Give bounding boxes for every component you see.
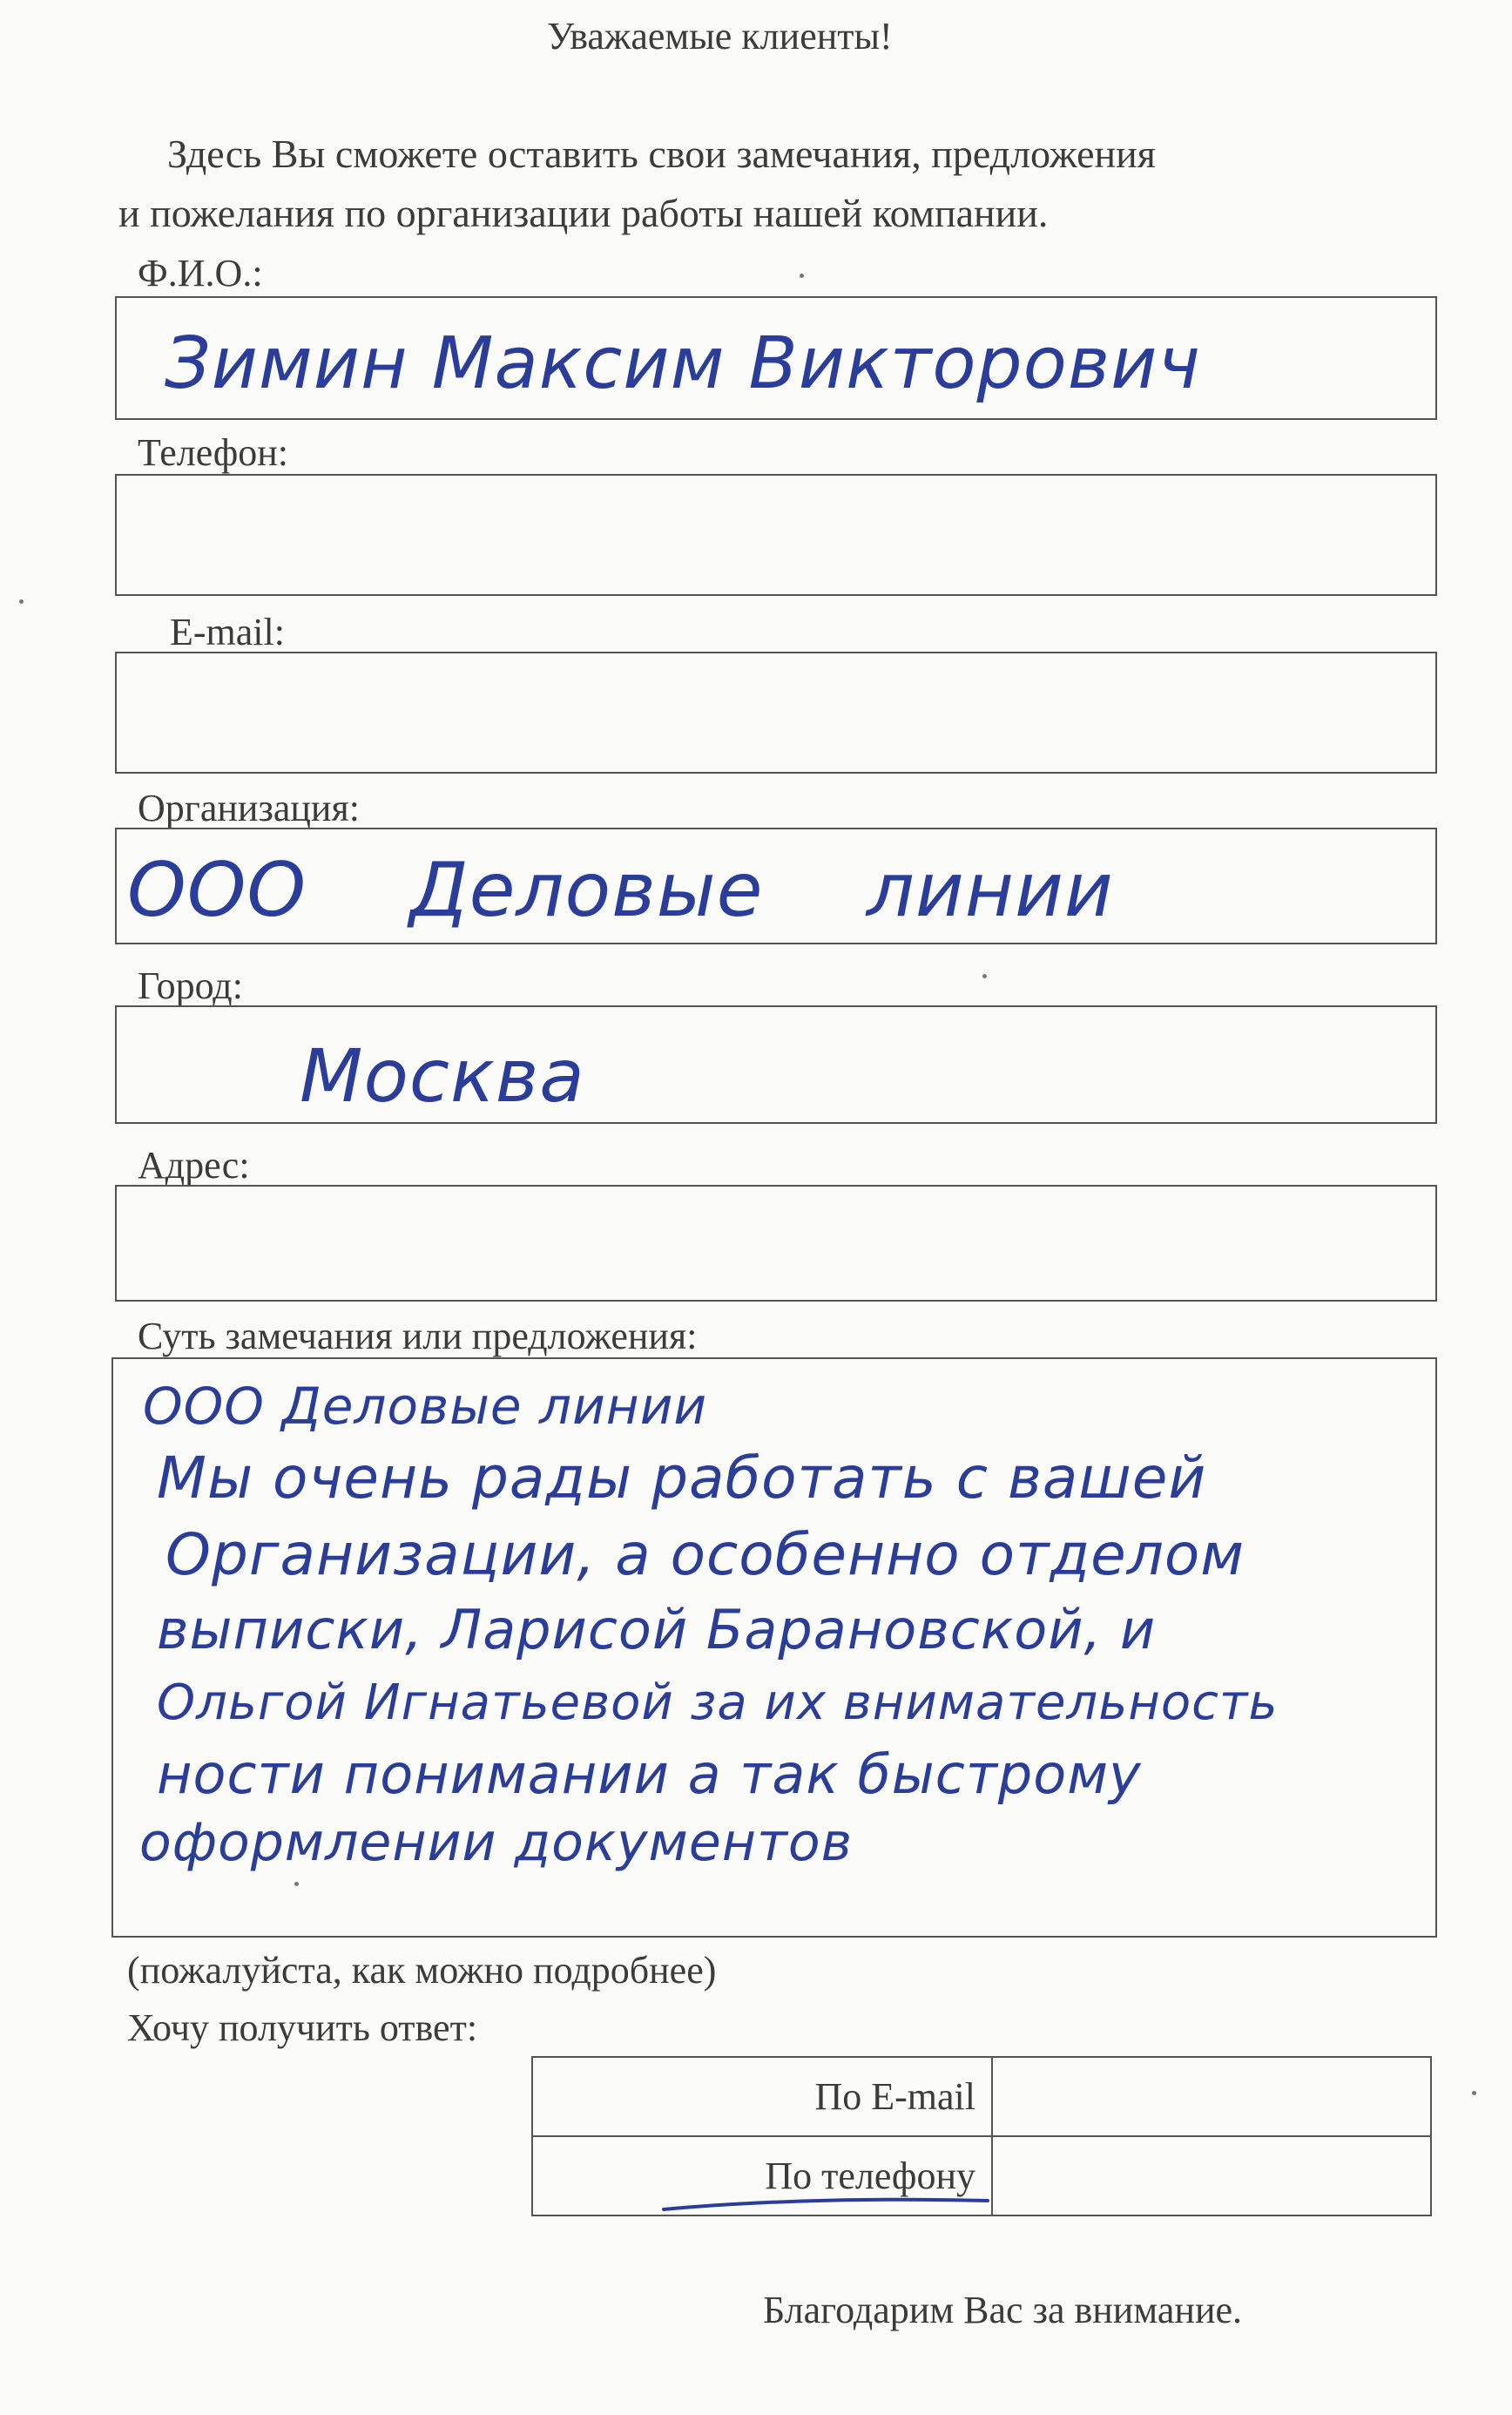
scan-speck bbox=[19, 599, 24, 604]
reply-options-table bbox=[531, 2056, 1432, 2216]
organization-field[interactable] bbox=[115, 828, 1437, 944]
comment-line: выписки, Ларисой Барановской, и bbox=[157, 1598, 1157, 1661]
address-field[interactable] bbox=[115, 1185, 1437, 1302]
fio-field[interactable] bbox=[115, 296, 1437, 420]
comment-line: оформлении документов bbox=[139, 1812, 853, 1873]
scan-speck bbox=[982, 974, 987, 978]
scan-speck bbox=[800, 274, 804, 278]
reply-option-checkbox[interactable] bbox=[992, 2057, 1431, 2136]
organization-label: Организация: bbox=[138, 787, 360, 829]
city-label: Город: bbox=[138, 964, 243, 1007]
reply-option-label: По E-mail bbox=[532, 2057, 992, 2136]
comment-label: Суть замечания или предложения: bbox=[138, 1315, 698, 1357]
reply-option-text: По телефону bbox=[765, 2155, 975, 2197]
comment-line: Мы очень рады работать с вашей bbox=[157, 1444, 1207, 1512]
email-label: E-mail: bbox=[170, 611, 285, 653]
reply-option-checkbox[interactable] bbox=[992, 2136, 1431, 2215]
phone-field[interactable] bbox=[115, 474, 1437, 596]
address-label: Адрес: bbox=[138, 1144, 250, 1187]
thanks-text: Благодарим Вас за внимание. bbox=[763, 2289, 1243, 2331]
organization-value: ООО Деловые линии bbox=[127, 847, 1114, 934]
reply-option-email[interactable] bbox=[532, 2057, 1431, 2136]
underline-mark bbox=[660, 2192, 991, 2218]
comment-line: ООО Деловые линии bbox=[143, 1377, 708, 1436]
intro-line-1: Здесь Вы сможете оставить свои замечания, предложения bbox=[167, 132, 1156, 176]
comment-field[interactable] bbox=[111, 1357, 1437, 1938]
fio-value: Зимин Максим Викторович bbox=[165, 322, 1201, 405]
comment-line: ности понимании а так быстрому bbox=[157, 1742, 1142, 1806]
comment-line: Ольгой Игнатьевой за их внимательность bbox=[157, 1674, 1279, 1731]
fio-label: Ф.И.О.: bbox=[138, 252, 263, 294]
greeting-title: Уважаемые клиенты! bbox=[547, 15, 893, 58]
city-field[interactable] bbox=[115, 1005, 1437, 1124]
phone-label: Телефон: bbox=[138, 431, 289, 474]
scan-speck bbox=[294, 1882, 299, 1886]
reply-label: Хочу получить ответ: bbox=[127, 2006, 478, 2049]
scan-speck bbox=[1472, 2091, 1476, 2095]
intro-line-2: и пожелания по организации работы нашей компании. bbox=[118, 191, 1049, 235]
email-field[interactable] bbox=[115, 652, 1437, 774]
city-value: Москва bbox=[300, 1033, 585, 1119]
comment-hint: (пожалуйста, как можно подробнее) bbox=[127, 1949, 717, 1992]
reply-option-phone[interactable] bbox=[532, 2136, 1431, 2215]
comment-line: Организации, а особенно отделом bbox=[165, 1521, 1245, 1588]
reply-option-label bbox=[532, 2136, 992, 2215]
comment-text bbox=[131, 1377, 1420, 1917]
